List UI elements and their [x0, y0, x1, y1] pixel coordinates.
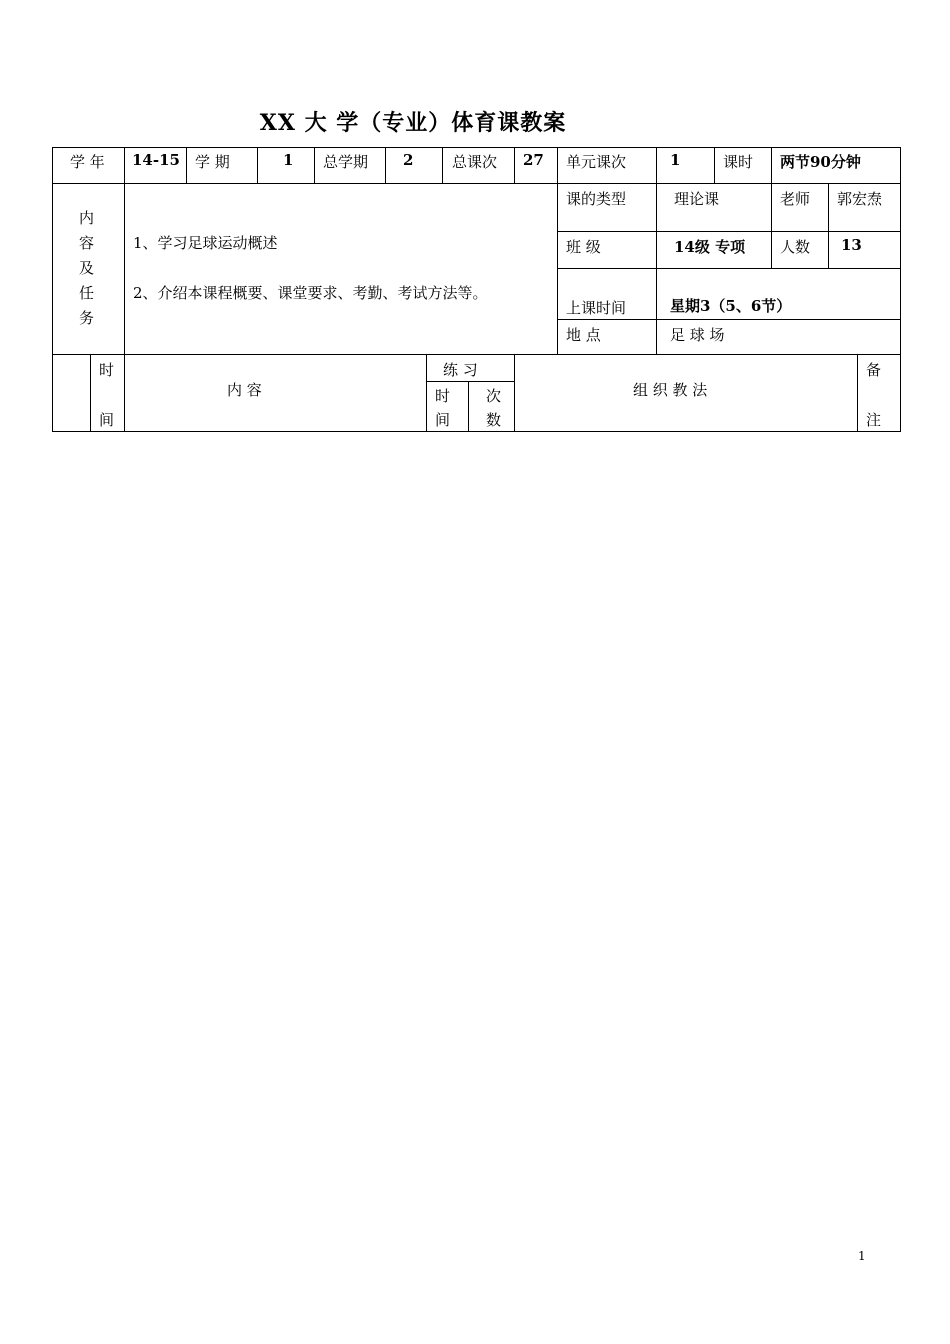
table-rule	[557, 147, 558, 355]
table-rule	[52, 354, 901, 355]
time-header-bottom: 间	[99, 411, 115, 429]
table-rule	[514, 354, 515, 432]
table-rule	[52, 147, 901, 148]
class-label: 班 级	[566, 238, 601, 256]
class-time-value: 星期3（5、6节）	[670, 297, 792, 315]
total-hours-label: 总学期	[323, 153, 369, 171]
table-rule	[828, 183, 829, 269]
class-value: 14级 专项	[674, 238, 746, 256]
remark-header-bottom: 注	[866, 411, 882, 429]
table-rule	[557, 268, 901, 269]
year-label: 学 年	[70, 153, 105, 171]
practice-header: 练 习	[443, 361, 478, 379]
course-type-label: 课的类型	[566, 190, 627, 208]
table-rule	[857, 354, 858, 432]
table-rule	[771, 147, 772, 183]
class-time-label: 上课时间	[566, 299, 627, 317]
total-hours-value: 2	[403, 151, 414, 169]
term-label: 学 期	[195, 153, 230, 171]
unit-lesson-label: 单元课次	[566, 153, 627, 171]
content-task-label-char: 容	[79, 234, 95, 252]
page-number: 1	[858, 1249, 866, 1263]
table-rule	[656, 147, 657, 183]
class-hours-label: 课时	[723, 153, 754, 171]
table-rule	[52, 147, 53, 432]
total-lessons-label: 总课次	[452, 153, 498, 171]
practice-count-bottom: 数	[486, 411, 502, 429]
teacher-label: 老师	[780, 190, 811, 208]
table-rule	[900, 147, 901, 432]
content-task-label-char: 及	[79, 259, 95, 277]
course-type-value: 理论课	[674, 190, 720, 208]
table-rule	[186, 147, 187, 183]
total-lessons-value: 27	[523, 151, 544, 169]
table-rule	[442, 147, 443, 183]
method-header: 组 织 教 法	[633, 381, 708, 399]
time-header-top: 时	[99, 361, 115, 379]
term-value: 1	[283, 151, 294, 169]
place-value: 足 球 场	[670, 326, 725, 344]
practice-time-bottom: 间	[435, 411, 451, 429]
practice-time-top: 时	[435, 387, 451, 405]
content-item: 2、介绍本课程概要、课堂要求、考勤、考试方法等。	[133, 284, 488, 302]
table-rule	[771, 183, 772, 269]
table-rule	[257, 147, 258, 183]
table-rule	[468, 381, 469, 432]
table-rule	[656, 183, 657, 355]
content-task-label-char: 任	[79, 284, 95, 302]
table-rule	[426, 354, 427, 432]
practice-count-top: 次	[486, 387, 502, 405]
unit-lesson-value: 1	[670, 151, 681, 169]
table-rule	[314, 147, 315, 183]
content-task-label-char: 务	[79, 309, 95, 327]
table-rule	[124, 354, 125, 432]
remark-header-top: 备	[866, 361, 882, 379]
count-value: 13	[841, 236, 862, 254]
table-rule	[124, 147, 125, 355]
table-rule	[714, 147, 715, 183]
table-rule	[52, 183, 901, 184]
table-rule	[52, 431, 901, 432]
table-rule	[426, 381, 515, 382]
place-label: 地 点	[566, 326, 601, 344]
content-header: 内 容	[227, 381, 262, 399]
class-hours-value: 两节90分钟	[780, 153, 861, 171]
count-label: 人数	[780, 238, 811, 256]
table-rule	[557, 319, 901, 320]
content-item: 1、学习足球运动概述	[133, 234, 278, 252]
table-rule	[385, 147, 386, 183]
table-rule	[90, 354, 91, 432]
table-rule	[514, 147, 515, 183]
content-task-label-char: 内	[79, 209, 95, 227]
page-title: XX 大 学（专业）体育课教案	[259, 110, 567, 136]
table-rule	[557, 231, 901, 232]
teacher-value: 郭宏焘	[837, 190, 883, 208]
year-value: 14-15	[132, 151, 180, 169]
